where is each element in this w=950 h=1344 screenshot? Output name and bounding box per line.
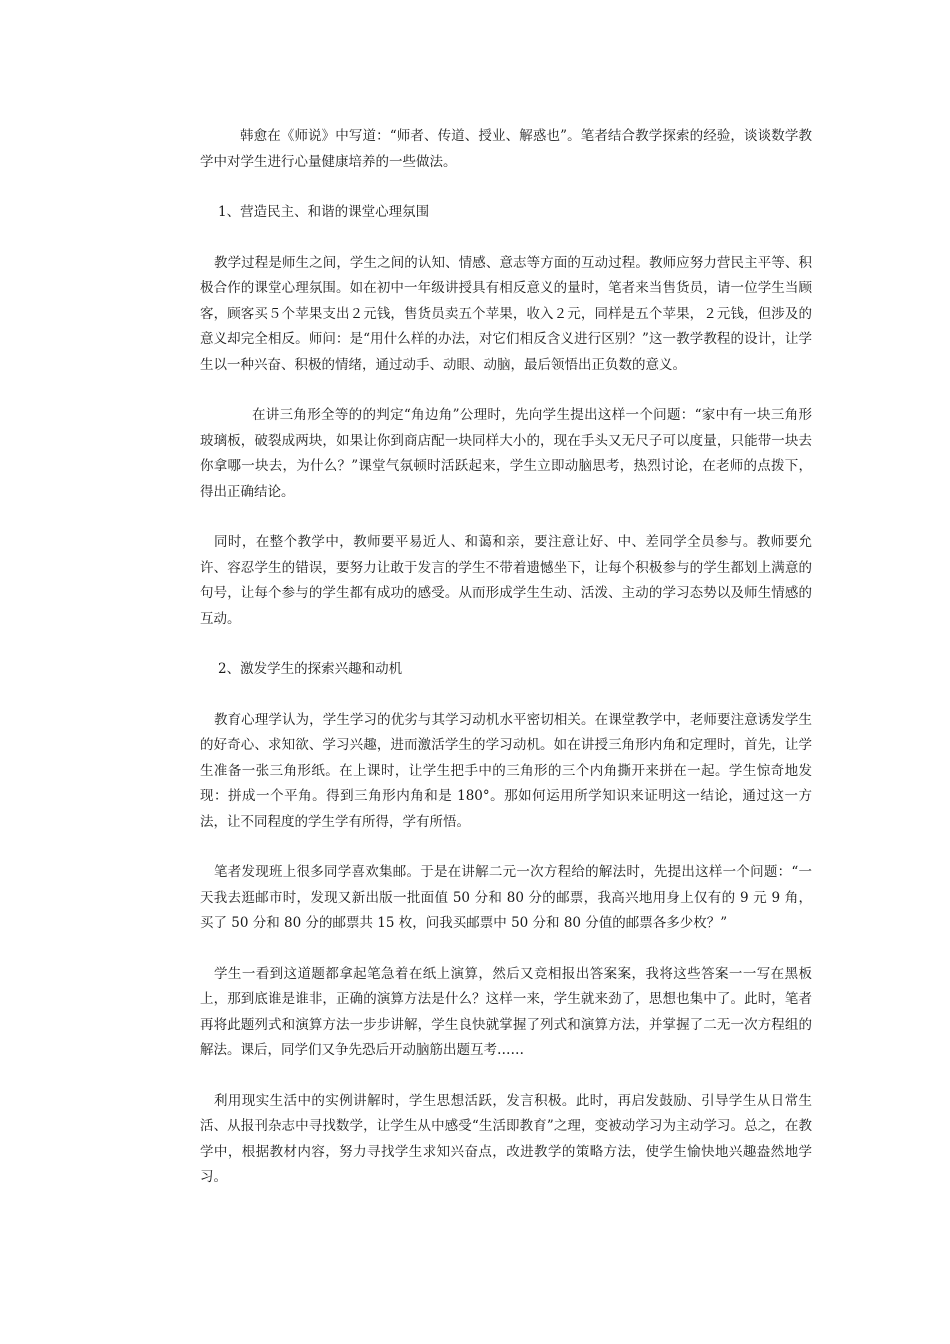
body-paragraph: 教育心理学认为，学生学习的优劣与其学习动机水平密切相关。在课堂教学中，老师要注意诱发学生的好奇心、求知欲、学习兴趣，进而激活学生的学习动机。如在讲授三角形内角和定理时，首先，让学生准备一张三角形纸。在上课时，让学生把手中的三角形的三个内角撕开来拼在一起。学生惊奇地发现：拼成一个平角。得到三角形内角和是 180°。那如何运用所学知识来证明这一结论，通过这一方法，让不同程度的学生学有所得，学有所悟。: [200, 711, 812, 830]
body-paragraph: 教学过程是师生之间，学生之间的认知、情感、意志等方面的互动过程。教师应努力营民主平等、积极合作的课堂心理氛围。如在初中一年级讲授具有相反意义的量时，笔者来当售货员，请一位学生当顾客，顾客买５个苹果支出２元钱，售货员卖五个苹果，收入２元，同样是五个苹果，２元钱，但涉及的意义却完全相反。师问：是“用什么样的办法，对它们相反含义进行区别？”这一教学教程的设计，让学生以一种兴奋、积极的情绪，通过动手、动眼、动脑，最后领悟出正负数的意义。: [200, 254, 812, 373]
body-paragraph: 韩愈在《师说》中写道：“师者、传道、授业、解惑也”。笔者结合教学探索的经验，谈谈数学教学中对学生进行心量健康培养的一些做法。: [200, 128, 812, 170]
paragraph-gap: [200, 175, 812, 200]
paragraph-gap: [200, 835, 812, 860]
body-paragraph: 利用现实生活中的实例讲解时，学生思想活跃，发言积极。此时，再启发鼓励、引导学生从日常生活、从报刊杂志中寻找数学，让学生从中感受“生活即教育”之理，变被动学习为主动学习。总之，在教学中，根据教材内容，努力寻找学生求知兴奋点，改进教学的策略方法，使学生愉快地兴趣盎然地学习。: [200, 1092, 812, 1185]
paragraph-gap: [200, 226, 812, 251]
paragraph-gap: [200, 937, 812, 962]
paragraph-gap: [200, 683, 812, 708]
paragraph-gap: [200, 632, 812, 657]
document-body: [200, 124, 812, 1191]
paragraph-gap: [200, 1064, 812, 1089]
section-heading: 1、营造民主、和谐的课堂心理氛围: [218, 204, 430, 220]
body-paragraph: 同时，在整个教学中，教师要平易近人、和蔼和亲，要注意让好、中、差同学全员参与。教师要允许、容忍学生的错误，要努力让敢于发言的学生不带着遗憾坐下，让每个积极参与的学生都划上满意的句号，让每个参与的学生都有成功的感受。从而形成学生生动、活泼、主动的学习态势以及师生情感的互动。: [200, 534, 812, 627]
body-paragraph: 笔者发现班上很多同学喜欢集邮。于是在讲解二元一次方程给的解法时，先提出这样一个问题：“一天我去逛邮市时，发现又新出版一批面值 50 分和 80 分的邮票，我高兴地用身上仅有的 9 元 9 角，买了 50 分和 80 分的邮票共 15 枚，问我买邮票中 50 分和 80 分值的邮票各多少枚？”: [200, 864, 812, 931]
body-paragraph: 在讲三角形全等的的判定“角边角”公理时，先向学生提出这样一个问题：“家中有一块三角形玻璃板，破裂成两块，如果让你到商店配一块同样大小的，现在手头又无尺子可以度量，只能带一块去你拿哪一块去，为什么？”课堂气氛顿时活跃起来，学生立即动脑思考，热烈讨论，在老师的点拨下，得出正确结论。: [200, 407, 812, 500]
body-paragraph: 学生一看到这道题都拿起笔急着在纸上演算，然后又竞相报出答案案，我将这些答案一一写在黑板上，那到底谁是谁非，正确的演算方法是什么？这样一来，学生就来劲了，思想也集中了。此时，笔者再将此题列式和演算方法一步步讲解，学生良快就掌握了列式和演算方法，并掌握了二无一次方程组的解法。课后，同学们又争先恐后开动脑筋出题互考……: [200, 965, 812, 1058]
paragraph-gap: [200, 505, 812, 530]
paragraph-gap: [200, 378, 812, 403]
section-heading: 2、激发学生的探索兴趣和动机: [218, 661, 403, 677]
